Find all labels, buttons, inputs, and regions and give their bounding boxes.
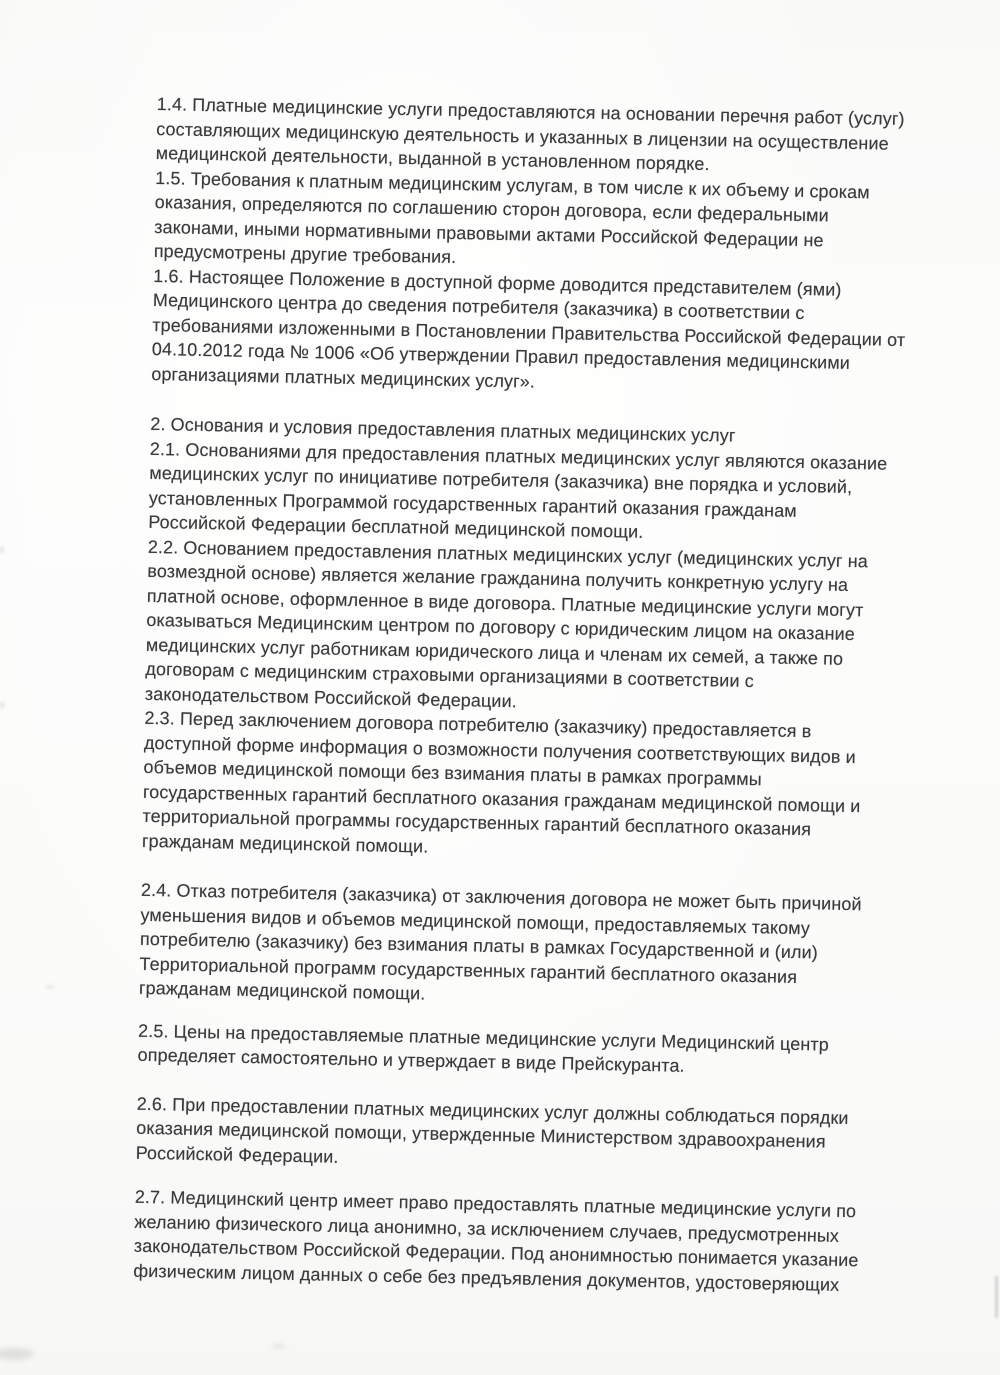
document-text-block [133,92,957,1299]
paragraph-2-5: 2.5. Цены на предоставляемые платные медицинские услуги Медицинский центр определяет самостоятельно и утверждает в виде Прейскуранта. [137,1020,830,1076]
scan-artifact-left-tick [0,702,4,708]
paragraph-1-4: 1.4. Платные медицинские услуги предоставляются на основании перечня работ (услуг) составляющих медицинскую деятельность и указанных в лицензии на осуществление медицинской деятельности, выданной в установленном порядке. [155,93,905,175]
scan-artifact-bottom-left-smudge [0,1348,34,1360]
paragraph-2-1: 2.1. Основаниями для предоставления платных медицинских услуг являются оказание медицинских услуг по инициативе потребителя (заказчика) вне порядка и условий, установленных Программой государственных гарантий оказания гражданам Российской Федерации бесплатной медицинской помощи. [148,438,888,542]
paragraph-2-2: 2.2. Основанием предоставления платных медицинских услуг (медицинских услуг на возмездной основе) является желание гражданина получить конкретную услугу на платной основе, оформленное в виде договора. Платные медицинские услуги могут оказываться Медицинским центром по договору с юридическим лицом на оказание медицинских услуг работникам юридического лица и членам их семей, а также по договорам с медицинским страховыми организациями в соответствии с законодательством Российской Федерации. [144,536,869,711]
scan-artifact-left-tick [0,547,4,553]
scan-artifact-center-smudge [272,1344,286,1349]
paragraph-2-6: 2.6. При предоставлении платных медицинских услуг должны соблюдаться порядки оказания медицинской помощи, утвержденные Министерством здравоохранения Российской Федерации. [135,1093,849,1167]
paragraph-1-5: 1.5. Требования к платным медицинским услугам, в том числе к их объему и срокам оказания, определяются по соглашению сторон договора, если федеральными законами, иными нормативными правовыми актами Российской Федерации не предусмотрены другие требования. [153,167,870,268]
paragraph-2-7: 2.7. Медицинский центр имеет право предоставлять платные медицинские услуги по желанию физического лица анонимно, за исключением случаев, предусмотренных законодательством Российской Федерации. Под анонимностью понимается указание физическим лицом данных о себе без предъявления документов, удостоверяющих [133,1186,859,1295]
section-2-heading: 2. Основания и условия предоставления платных медицинских услуг [150,413,736,446]
paragraph-2-3: 2.3. Перед заключением договора потребителю (заказчику) предоставляется в доступной форме информация о возможности получения соответствующих видов и объемов медицинской помощи без взимания платы в рамках программы государственных гарантий бесплатного оказания гражданам медицинской помощи и территориальной программы государственных гарантий бесплатного оказания гражданам медицинской помощи. [141,707,861,857]
scan-artifact-faint-mark [46,985,54,989]
scan-artifact-right-edge-line [995,1276,998,1318]
paragraph-1-6: 1.6. Настоящее Положение в доступной форме доводится представителем (ями) Медицинского центра до сведения потребителя (заказчика) в соответствии с требованиями изложенными в Постановлении Правительства Российской Федерации от 04.10.2012 года № 1006 «Об утверждении Правил предоставления медицинскими организациями платных медицинских услуг». [151,265,906,392]
paragraph-2-4: 2.4. Отказ потребителя (заказчика) от заключения договора не может быть причиной уменьшения видов и объемов медицинской помощи, предоставляемых такому потребителю (заказчику) без взимания платы в рамках Государственной и (или) Территориальной программ государственных гарантий бесплатного оказания гражданам медицинской помощи. [138,879,862,1004]
